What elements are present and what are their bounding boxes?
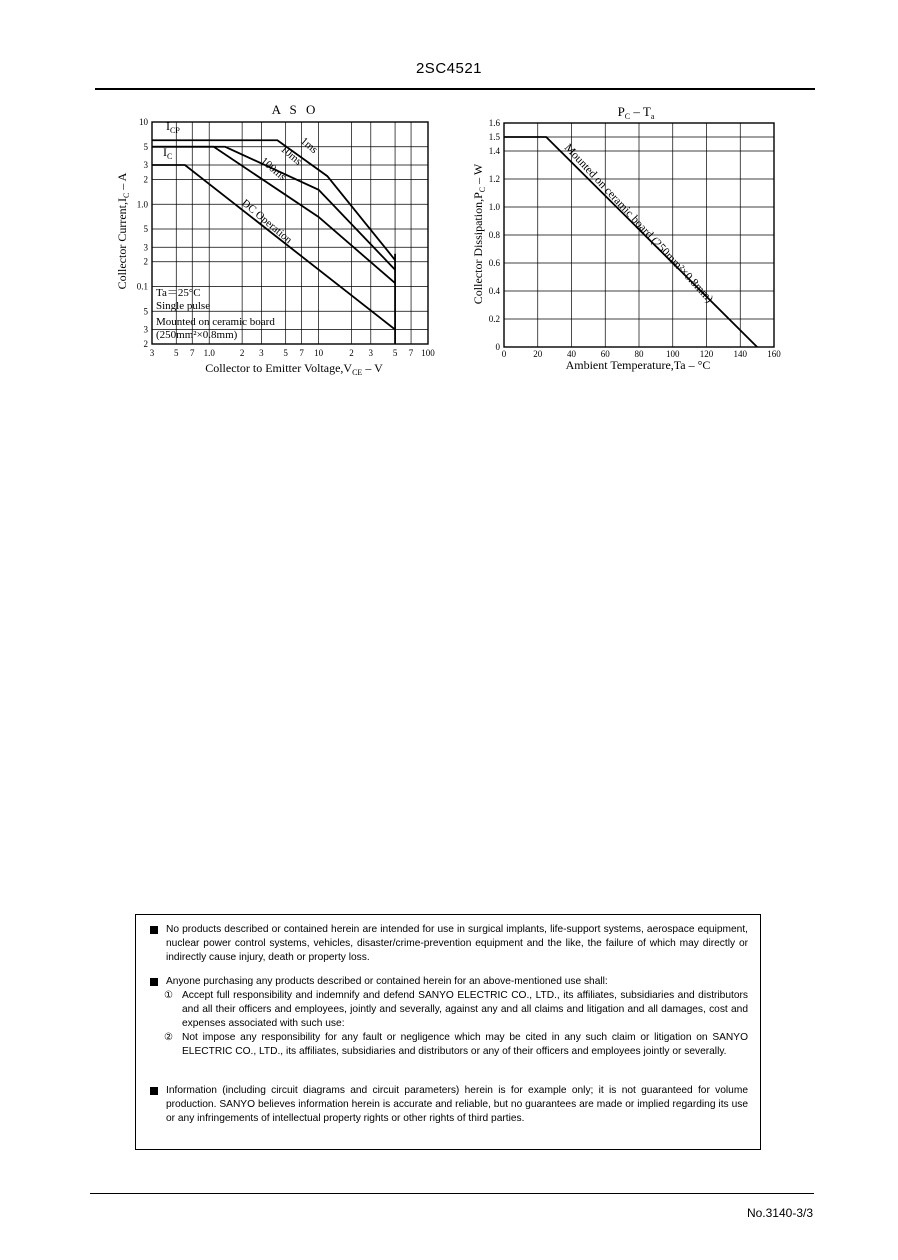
aso-note-1: Ta＝25°C — [156, 287, 201, 299]
bullet-square-icon — [150, 1087, 158, 1095]
pc-y-tick: 1.5 — [488, 132, 500, 142]
aso-x-tick: 7 — [408, 348, 414, 358]
aso-y-tick: 10 — [139, 117, 148, 127]
aso-y-tick: 0.1 — [136, 281, 148, 292]
aso-notes — [156, 287, 275, 341]
pc-y-tick: 0.6 — [488, 258, 500, 268]
pc-derating-curve — [504, 137, 757, 347]
aso-y-tick: 2 — [143, 174, 148, 185]
aso-xlabel-tail: – V — [362, 361, 383, 375]
pc-grid — [504, 123, 774, 347]
pc-ylabel — [471, 163, 487, 304]
bullet-square-icon — [150, 978, 158, 986]
notice-item-3-text: Information (including circuit diagrams and circuit parameters) herein is for example only; it is not guaranteed for volume production. SANYO believes information herein is accurate and reliable, but no guarantees are made or implied regarding its use or any infringements of intellectual property rights or other rights of third parties. — [166, 1085, 748, 1124]
pc-title — [618, 104, 655, 121]
pc-y-tick: 1.6 — [488, 118, 500, 128]
aso-x-tick: 2 — [239, 348, 245, 358]
pc-title-main-sub: C — [624, 112, 631, 121]
notice-item-1-text: No products described or contained herein are intended for use in surgical implants, life-support systems, aerospace equipment, nuclear power control systems, vehicles, disaster/crime-prevention equipment and the like, the failure of which may directly or indirectly cause injury, death or property loss. — [166, 924, 748, 963]
pc-series — [504, 137, 757, 347]
aso-curve-0 — [152, 140, 395, 260]
aso-x-tick: 7 — [299, 348, 304, 358]
aso-y-tick: 2 — [143, 339, 148, 349]
aso-x-tick: 5 — [174, 348, 179, 358]
aso-y-tick: 5 — [143, 141, 148, 152]
pc-y-tick: 0.2 — [488, 314, 500, 324]
notice-item-2-sub-1-text: Accept full responsibility and indemnify and defend SANYO ELECTRIC CO., LTD., its affiliates, subsidiaries and distributors and all their officers and employees, jointly and severally, against any and all claims and litigation and all damages, cost and expenses associated with such use: — [182, 990, 748, 1029]
aso-note-2: Single pulse — [156, 300, 211, 312]
pc-curve-label: Mounted on ceramic board (250mm²×0.8mm) — [561, 141, 716, 306]
aso-y-tick: 3 — [143, 160, 148, 171]
pc-title-dash: – T — [630, 104, 651, 119]
pc-ylabel-main: Collector Dissipation,P — [471, 192, 485, 305]
aso-x-tick: 2 — [349, 348, 354, 358]
notice-item-2-sub-2-text: Not impose any responsibility for any fault or negligence which may be cited in any such claim or litigation on SANYO ELECTRIC CO., LTD., its affiliates, subsidiaries and distributors or any of their officers and employees jointly or severally. — [182, 1032, 748, 1057]
notice-item-3 — [150, 1084, 748, 1126]
footer-rule — [90, 1193, 814, 1194]
pc-y-tick: 0.8 — [488, 230, 500, 240]
aso-x-tick: 3 — [368, 348, 374, 358]
notice-item-2-sub-1 — [164, 989, 748, 1031]
aso-y-tick: 1.0 — [136, 199, 148, 210]
header-rule — [95, 88, 815, 90]
aso-label-10ms: 10ms — [278, 143, 305, 168]
aso-y-tick: 5 — [143, 306, 148, 317]
aso-ic-main: I — [163, 145, 167, 159]
aso-xlabel-sub: CE — [352, 368, 363, 377]
pc-y-tick: 0.4 — [488, 286, 500, 296]
aso-ylabel-main: Collector Current,I — [115, 198, 129, 290]
part-number: 2SC4521 — [415, 60, 483, 77]
aso-x-tick: 5 — [283, 348, 288, 358]
aso-ylabel-sub: C — [122, 192, 131, 199]
circled-one-marker: ① — [164, 990, 174, 1001]
aso-title: A S O — [271, 102, 319, 117]
aso-x-tick: 5 — [392, 348, 398, 358]
pc-ta-chart — [468, 96, 788, 384]
notice-item-1 — [150, 923, 748, 965]
pc-x-tick: 80 — [634, 349, 644, 359]
aso-y-tick: 2 — [143, 256, 148, 267]
aso-ylabel — [115, 172, 131, 289]
aso-xlabel-main: Collector to Emitter Voltage,V — [205, 361, 353, 375]
pc-y-tick: 1.0 — [488, 202, 500, 212]
pc-x-tick: 40 — [567, 349, 576, 359]
notice-box — [135, 914, 761, 1150]
aso-ylabel-tail: – A — [115, 172, 129, 193]
pc-ylabel-sub: C — [478, 186, 487, 193]
document-number: No.3140-3/3 — [746, 1206, 813, 1220]
aso-icp-main: I — [166, 119, 170, 133]
aso-ic-sub: C — [167, 152, 173, 161]
pc-y-tick: 1.4 — [488, 146, 500, 156]
aso-x-tick: 7 — [190, 348, 195, 358]
pc-y-tick: 0 — [495, 342, 500, 352]
aso-label-1ms: 1ms — [298, 135, 320, 157]
aso-label-100ms: 100ms — [258, 155, 289, 184]
notice-item-2-text: Anyone purchasing any products described or contained herein for an above-mentioned use shall: — [166, 976, 608, 987]
aso-icp-sub: CP — [170, 126, 180, 135]
pc-title-dash-sub: a — [650, 112, 655, 121]
pc-x-tick: 0 — [501, 349, 507, 359]
aso-label-dc: DC Operation — [239, 197, 295, 247]
aso-x-tick: 100 — [421, 348, 435, 358]
aso-y-tick: 5 — [143, 224, 148, 235]
aso-y-tick: 3 — [143, 242, 148, 253]
pc-x-tick: 20 — [533, 349, 543, 359]
circled-two-marker: ② — [164, 1032, 174, 1043]
pc-title-main: P — [617, 104, 625, 119]
notice-item-2 — [150, 975, 748, 1059]
aso-chart — [108, 96, 444, 384]
aso-x-tick: 10 — [314, 348, 324, 358]
pc-x-tick: 120 — [699, 349, 714, 359]
aso-x-tick: 3 — [149, 348, 155, 358]
aso-x-tick: 1.0 — [203, 348, 215, 358]
aso-note-4: (250mm²×0.8mm) — [156, 329, 238, 341]
aso-xlabel — [205, 361, 383, 377]
aso-note-3: Mounted on ceramic board — [156, 316, 275, 328]
pc-tick-labels — [489, 118, 782, 359]
pc-x-tick: 60 — [600, 349, 610, 359]
pc-ylabel-tail: – W — [471, 163, 485, 187]
pc-xlabel: Ambient Temperature,Ta – °C — [565, 358, 711, 372]
pc-x-tick: 160 — [767, 349, 781, 359]
bullet-square-icon — [150, 926, 158, 934]
pc-x-tick: 100 — [666, 349, 680, 359]
aso-y-tick: 3 — [143, 324, 148, 335]
pc-x-tick: 140 — [733, 349, 747, 359]
pc-y-tick: 1.2 — [488, 174, 500, 184]
aso-x-tick: 3 — [259, 348, 264, 358]
notice-item-2-sub-2 — [164, 1031, 748, 1059]
